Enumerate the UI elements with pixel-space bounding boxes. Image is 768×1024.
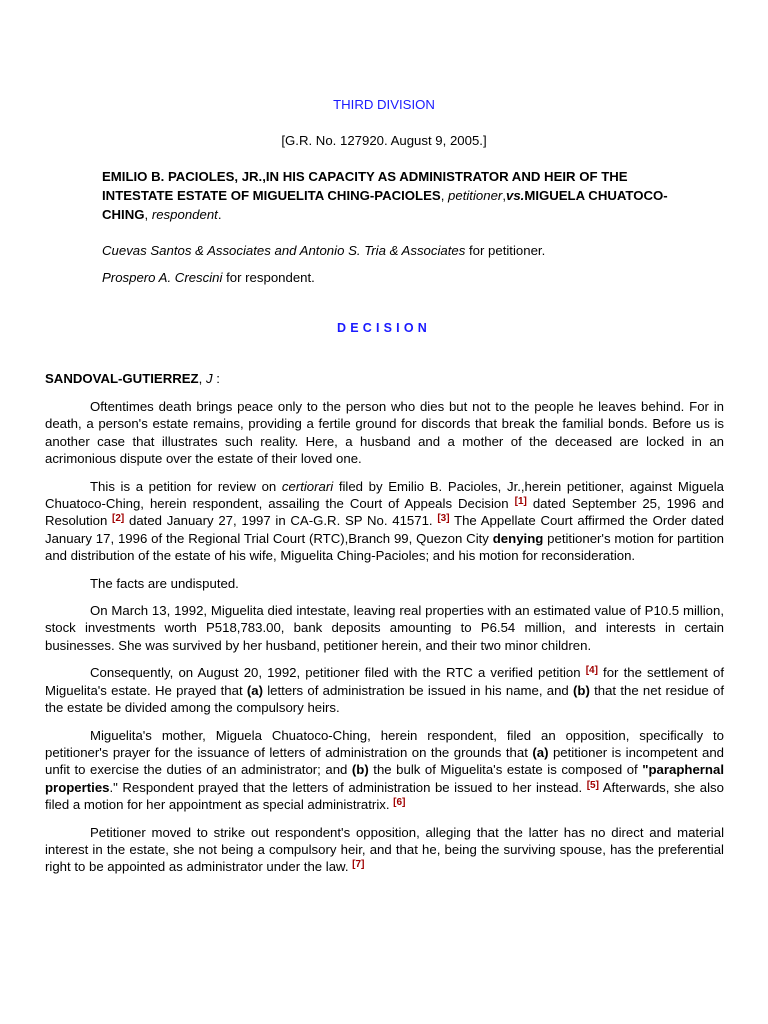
petitioner-counsel-line [102,242,702,260]
item-label-b: (b) [351,762,369,778]
petitioner-name: EMILIO B. PACIOLES, JR.,IN HIS CAPACITY AS ADMINISTRATOR AND HEIR OF THE INTESTATE ESTATE OF MIGUELITA CHING-PACIOLES [102,169,628,203]
petitioner-counsel: Cuevas Santos & Associates and Antonio S. Tria & Associates [102,243,466,258]
petitioner-counsel-suffix: for petitioner. [465,243,546,258]
text-run: ." Respondent prayed that the letters of administration be issued to her instead. [109,779,587,795]
text-run: dated September 25, 1996 and Resolution [45,496,724,529]
ponente-title: J [205,371,213,386]
footnote-link-2[interactable]: [2] [112,513,125,525]
footnote-link-6[interactable]: [6] [393,797,406,809]
ponente-name: SANDOVAL-GUTIERREZ [45,371,199,386]
gr-number: [G.R. No. 127920. August 9, 2005.] [281,133,487,148]
paragraph-3: The facts are undisputed. [90,575,239,591]
text-run: Petitioner moved to strike out respondent's opposition, alleging that the latter has no direct and material interest in the estate, she not being a compulsory heir, and that he, being the surviving spouse, has the preferential right to be appointed as administrator under the law. [45,824,724,875]
respondent-counsel-line [102,269,702,287]
paragraph-4: On March 13, 1992, Miguelita died intestate, leaving real properties with an estimated value of P10.5 million, stock investments worth P518,783.00, bank deposits amounting to P6.54 million, and interests in certain businesses. She was survived by her husband, petitioner herein, and their two minor children. [45,603,724,653]
paragraph-6 [45,727,724,814]
text-run: petitioner is incompetent and unfit to exercise the duties of an administrator; and [45,744,724,778]
ponente-line: SANDOVAL-GUTIERREZ, J : [45,371,220,386]
respondent-name: MIGUELA CHUATOCO-CHING [102,188,668,222]
text-run: for the settlement of Miguelita's estate. He prayed that [45,665,724,698]
text-run: that the net residue of the estate be divided among the compulsory heirs. [45,682,724,716]
text-run: Miguelita's mother, Miguela Chuatoco-Ching, herein respondent, filed an opposition, specifically to petitioner's prayer for the issuance of letters of administration on the grounds that [45,727,724,760]
paragraph-2 [45,478,724,565]
text-run: The Appellate Court affirmed the Order dated January 17, 1996 of the Regional Trial Court (RTC),Branch 99, Quezon City [45,513,724,546]
respondent-counsel-suffix: for respondent. [222,270,315,285]
text-run: Afterwards, she also filed a motion for her appointment as special administratrix. [45,779,724,813]
certiorari-term: certiorari [281,478,334,494]
text-run: dated January 27, 1997 in CA-G.R. SP No. 41571. [124,513,438,529]
item-label-a: (a) [246,682,263,698]
respondent-role: respondent [151,207,218,222]
footnote-link-3[interactable]: [3] [437,513,450,525]
footnote-link-1[interactable]: [1] [514,496,527,508]
paraphernal-term: "paraphernal properties [45,762,724,795]
footnote-link-4[interactable]: [4] [585,665,598,677]
petitioner-role: petitioner [448,188,503,203]
paragraph-5 [45,664,724,716]
versus-label: vs. [505,188,525,203]
text-run: petitioner's motion for partition and distribution of the estate of his wife, Miguelita Ching-Pacioles; and his motion for reconsideration. [45,530,724,564]
text-run: Consequently, on August 20, 1992, petitioner filed with the RTC a verified petition [90,665,586,681]
text-run: letters of administration be issued in his name, and [263,682,574,698]
decision-body [45,398,724,886]
footnote-link-5[interactable]: [5] [586,779,599,791]
decision-heading: DECISION [336,321,432,335]
respondent-counsel: Prospero A. Crescini [102,270,223,285]
paragraph-7 [45,824,724,876]
item-label-b: (b) [573,682,590,698]
text-run: the bulk of Miguelita's estate is composed of [368,762,643,778]
division-heading: THIRD DIVISION [333,97,435,112]
item-label-a: (a) [532,744,549,760]
paragraph-1: Oftentimes death brings peace only to the person who dies but not to the people he leaves behind. For in death, a person's estate remains, providing a fertile ground for discords that break the familial bonds. Before us is another case that illustrates such reality. Here, a husband and a mother of the deceased are locked in an acrimonious dispute over the estate of their loved one. [45,399,724,467]
case-caption: EMILIO B. PACIOLES, JR.,IN HIS CAPACITY AS ADMINISTRATOR AND HEIR OF THE INTESTATE ESTATE OF MIGUELITA CHING-PACIOLES, petitioner,vs.MIGUELA CHUATOCO-CHING, respondent. [102,169,668,222]
text-run: This is a petition for review on [90,478,282,494]
denying-term: denying [492,530,544,546]
footnote-link-7[interactable]: [7] [352,859,365,871]
text-run: filed by Emilio B. Pacioles, Jr.,herein petitioner, against Miguela Chuatoco-Ching, herein respondent, assailing the Court of Appeals Decision [45,478,725,512]
